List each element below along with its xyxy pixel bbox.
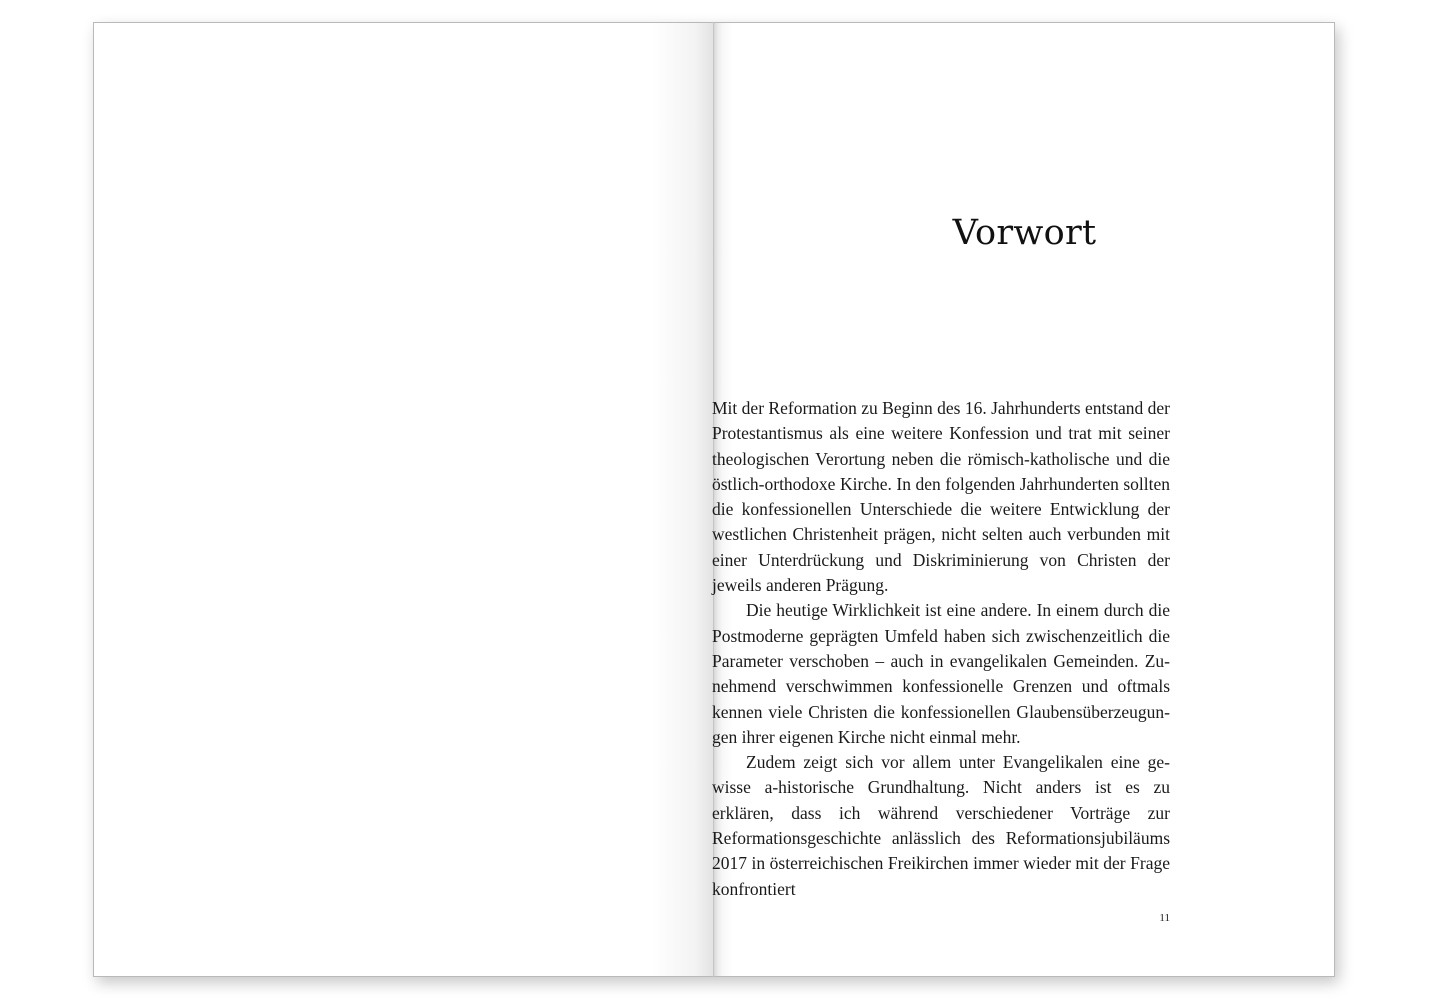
chapter-title: Vorwort xyxy=(952,213,1097,253)
page-number: 11 xyxy=(1159,912,1170,924)
paragraph-1: Mit der Reformation zu Beginn des 16. Jahrhunderts entstand der Protestantismus als eine weitere Konfession und trat mit seiner theologischen Verortung neben die römisch-katholische und die östlich-orthodoxe Kirche. In den folgenden Jahrhunderten sollten die konfessionellen Unterschiede die weitere Entwicklung der westlichen Christenheit prägen, nicht selten auch verbunden mit einer Unterdrückung und Diskriminierung von Christen der jeweils anderen Prägung. xyxy=(712,398,1170,596)
body-text xyxy=(712,396,1170,902)
paragraph-2: Die heutige Wirklichkeit ist eine andere. In einem durch die Postmoderne geprägten Umfeld haben sich zwischenzeitlich die Parameter verschoben – auch in evangelikalen Gemeinden. Zunehmend verschwimmen konfessionelle Grenzen und oftmals kennen viele Christen die konfessionellen Glaubensüberzeugungen ihrer eigenen Kirche nicht einmal mehr. xyxy=(712,600,1170,747)
paragraph-3: Zudem zeigt sich vor allem unter Evangelikalen eine gewisse a-historische Grundhaltung. Nicht anders ist es zu erklären, dass ich während verschiedener Vorträge zur Reformationsgeschichte anlässlich des Reformationsjubiläums 2017 in österreichischen Freikirchen immer wieder mit der Frage konfrontiert xyxy=(712,752,1170,899)
left-page-blank xyxy=(93,22,714,977)
